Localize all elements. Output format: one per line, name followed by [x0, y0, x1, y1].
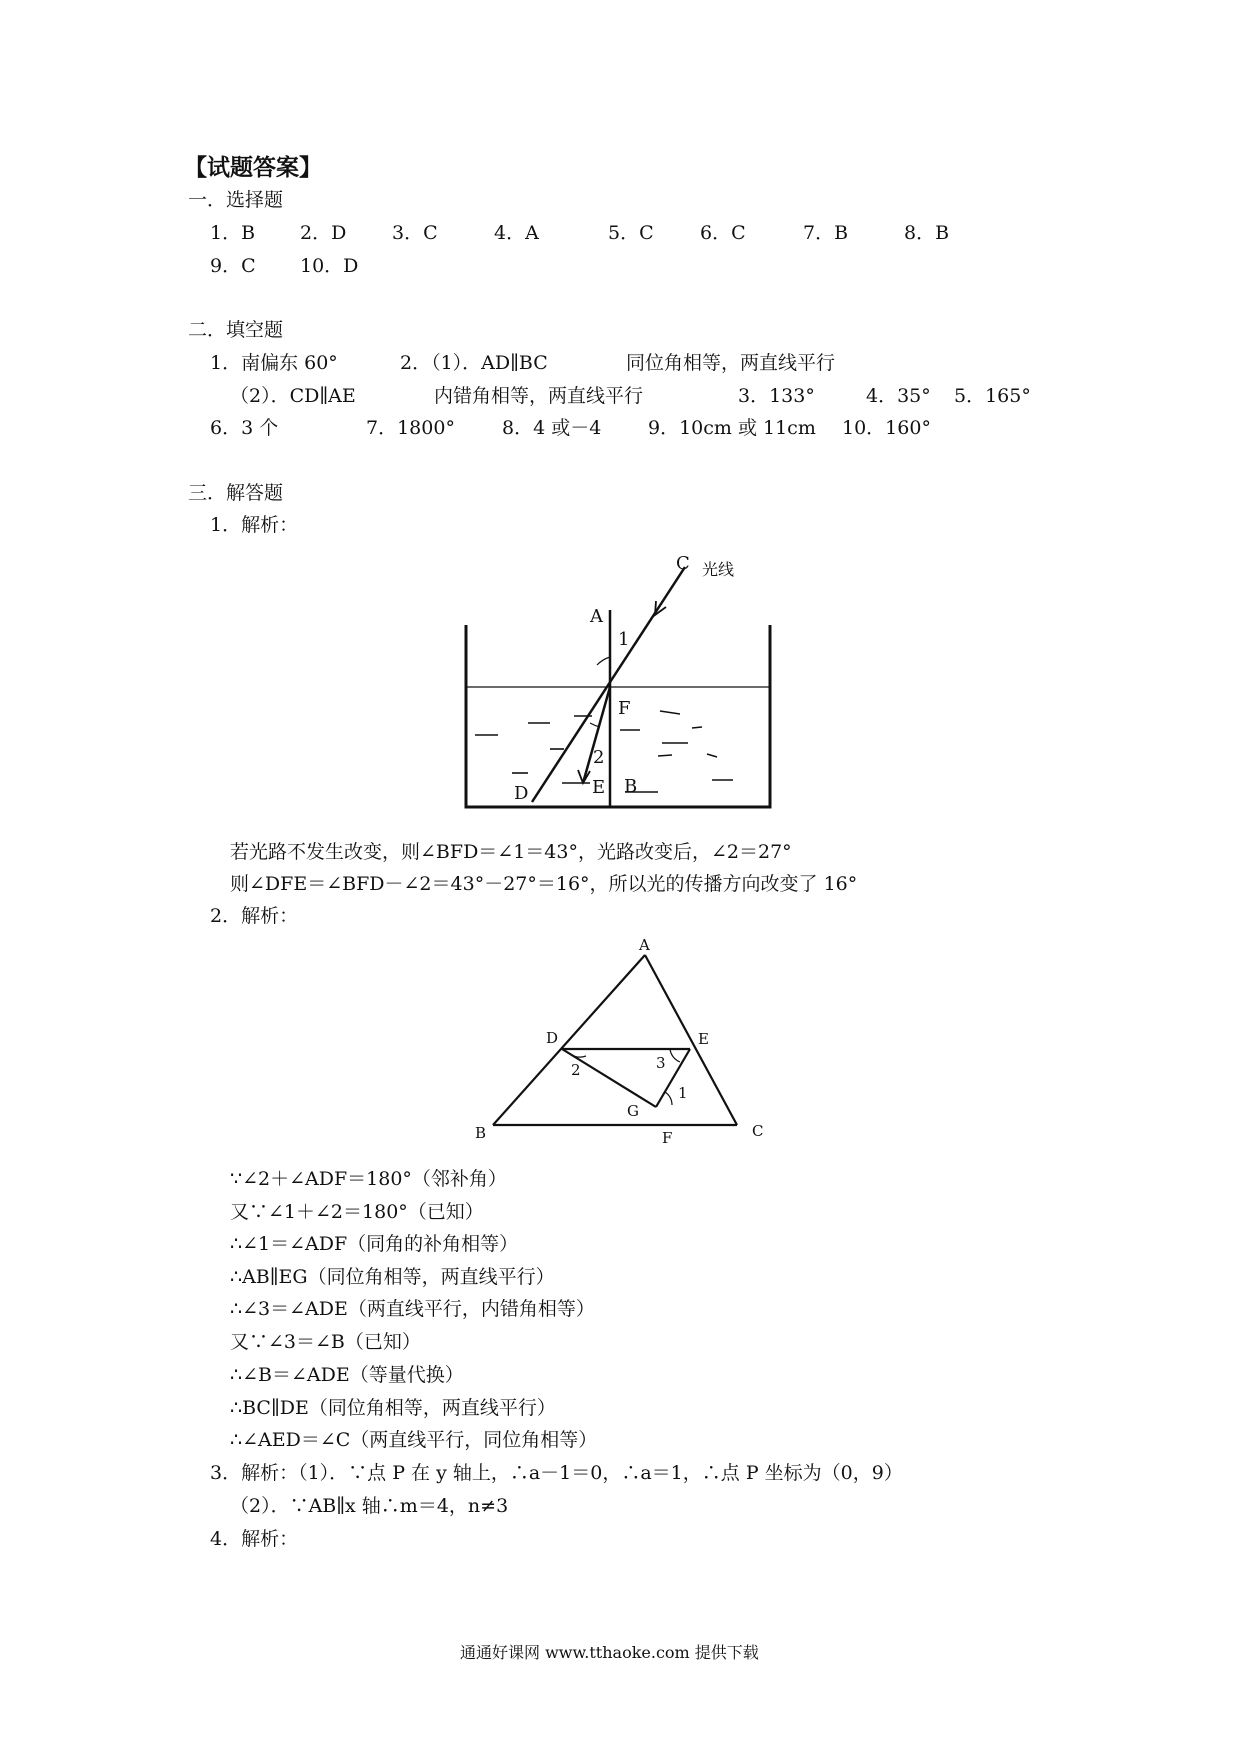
label-c: C [752, 1122, 764, 1140]
label-angle-1: 1 [618, 629, 630, 650]
choice-answer: 4．A [494, 222, 539, 244]
proof-line: ∵∠2＋∠ADF＝180°（邻补角） [230, 1168, 507, 1190]
fill-answer: 10．160° [842, 417, 931, 439]
light-refraction-figure [440, 545, 790, 825]
question-label: 4．解析： [210, 1528, 299, 1550]
fill-answer: （2）．CD∥AE [230, 385, 356, 407]
proof-line: ∴∠B＝∠ADE（等量代换） [230, 1364, 464, 1386]
proof-line: 又∵∠1＋∠2＝180°（已知） [230, 1201, 484, 1223]
solution-line: 若光路不发生改变，则∠BFD＝∠1＝43°，光路改变后，∠2＝27° [230, 841, 792, 863]
label-light: 光线 [702, 560, 735, 579]
solution-line: 3．解析：（1）．∵点 P 在 y 轴上，∴a－1＝0，∴a＝1，∴点 P 坐标为（0，9） [210, 1462, 903, 1484]
choice-answer: 9．C [210, 255, 256, 277]
fill-answer: 同位角相等，两直线平行 [626, 352, 836, 374]
label-b: B [475, 1124, 487, 1142]
label-g: G [627, 1102, 639, 1120]
label-d: D [514, 783, 529, 804]
fill-answer: 1．南偏东 60° [210, 352, 338, 374]
choice-answer: 10．D [300, 255, 359, 277]
label-a: A [639, 936, 650, 954]
choice-answer: 3．C [392, 222, 438, 244]
choice-answer: 6．C [700, 222, 746, 244]
choice-answer: 5．C [608, 222, 654, 244]
fill-answer: 4．35° [866, 385, 931, 407]
label-c: C [676, 553, 690, 574]
solution-line: 则∠DFE＝∠BFD－∠2＝43°－27°＝16°，所以光的传播方向改变了 16° [230, 873, 858, 895]
triangle-figure [470, 936, 790, 1147]
choice-answer: 2．D [300, 222, 347, 244]
question-label: 1．解析： [210, 514, 299, 536]
label-f: F [618, 698, 631, 719]
fill-answer: 2．（1）．AD∥BC [400, 352, 548, 374]
label-e: E [592, 777, 606, 798]
choice-answer: 1．B [210, 222, 256, 244]
proof-line: ∴AB∥EG（同位角相等，两直线平行） [230, 1266, 555, 1288]
fill-answer: 7．1800° [366, 417, 455, 439]
proof-line: ∴∠AED＝∠C（两直线平行，同位角相等） [230, 1429, 598, 1451]
label-b: B [624, 776, 638, 797]
label-a: A [590, 606, 603, 627]
solution-line: （2）．∵AB∥x 轴∴m＝4，n≠3 [230, 1495, 509, 1517]
fill-answer: 内错角相等，两直线平行 [434, 385, 644, 407]
choice-answer: 8．B [904, 222, 950, 244]
proof-line: ∴BC∥DE（同位角相等，两直线平行） [230, 1397, 556, 1419]
question-label: 2．解析： [210, 905, 299, 927]
section-heading-choice: 一．选择题 [188, 189, 284, 211]
label-angle-2: 2 [571, 1061, 581, 1079]
fill-answer: 3．133° [738, 385, 815, 407]
label-angle-1: 1 [678, 1084, 688, 1102]
label-angle-2: 2 [593, 747, 605, 768]
fill-answer: 9．10cm 或 11cm [648, 417, 816, 439]
proof-line: ∴∠3＝∠ADE（两直线平行，内错角相等） [230, 1298, 595, 1320]
label-e: E [698, 1030, 709, 1048]
label-d: D [546, 1029, 559, 1047]
proof-line: ∴∠1＝∠ADF（同角的补角相等） [230, 1233, 519, 1255]
section-heading-solution: 三．解答题 [188, 482, 284, 504]
label-f: F [662, 1129, 673, 1147]
proof-line: 又∵∠3＝∠B（已知） [230, 1331, 421, 1353]
page-footer: 通通好课网 www.tthaoke.com 提供下载 [460, 1643, 759, 1662]
choice-answer: 7．B [803, 222, 849, 244]
page-title: 【试题答案】 [184, 154, 322, 181]
fill-answer: 5．165° [954, 385, 1031, 407]
fill-answer: 8．4 或－4 [502, 417, 602, 439]
section-heading-fill: 二．填空题 [188, 319, 284, 341]
label-angle-3: 3 [656, 1054, 666, 1072]
fill-answer: 6．3 个 [210, 417, 279, 439]
